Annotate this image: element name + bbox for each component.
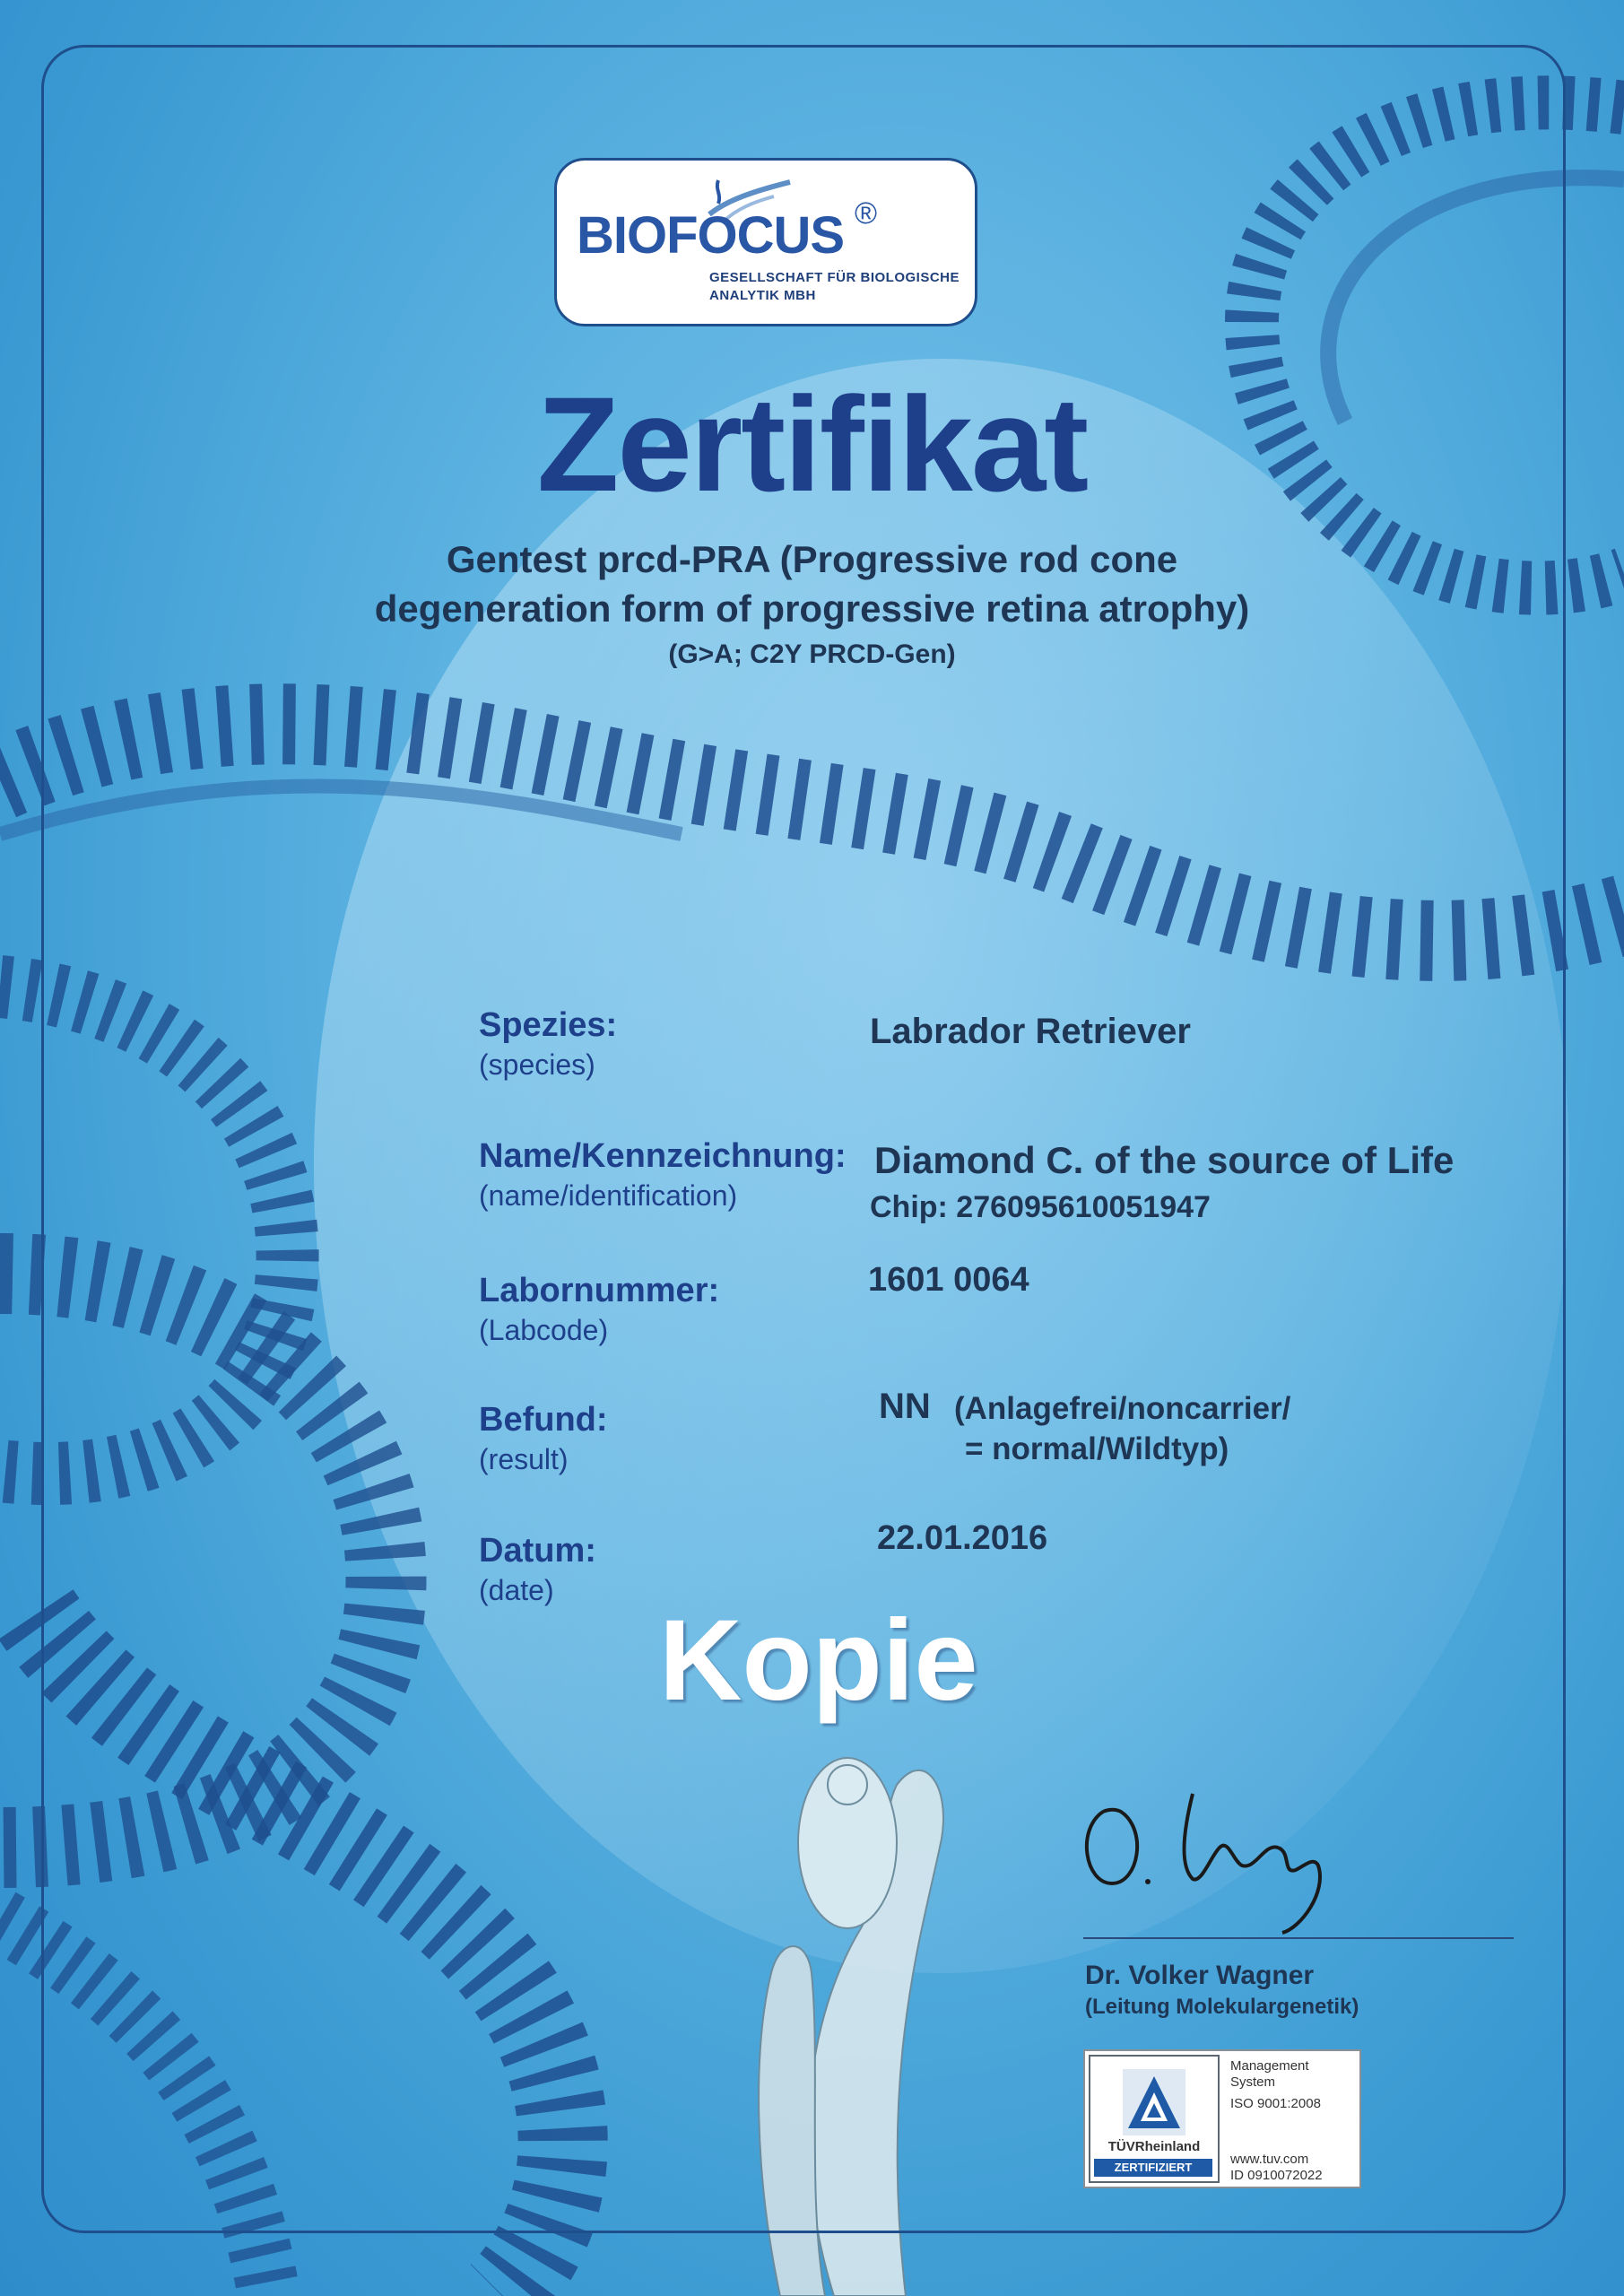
logo-tagline-line1: GESELLSCHAFT FÜR BIOLOGISCHE (709, 270, 960, 285)
test-mutation: (G>A; C2Y PRCD-Gen) (668, 639, 956, 669)
copy-stamp: Kopie (659, 1596, 978, 1725)
tuv-url: www.tuv.com (1230, 2152, 1309, 2167)
result-description-line2: = normal/Wildtyp) (965, 1431, 1229, 1466)
labcode-value: 1601 0064 (868, 1261, 1029, 1299)
signatory-name: Dr. Volker Wagner (1085, 1961, 1315, 1990)
labcode-label-de: Labornummer: (479, 1272, 720, 1309)
signatory-role: (Leitung Molekulargenetik) (1085, 1995, 1359, 2019)
labcode-label-en: (Labcode) (479, 1314, 609, 1346)
date-label (479, 1532, 596, 1607)
species-label (479, 1006, 617, 1082)
tuv-id: ID 0910072022 (1230, 2168, 1323, 2183)
registered-mark: ® (855, 196, 878, 230)
tuv-system-line1: Management (1230, 2058, 1309, 2074)
result-label-de: Befund: (479, 1401, 608, 1439)
result-code: NN (879, 1387, 931, 1426)
tuv-triangle-icon (1123, 2069, 1185, 2135)
result-label (479, 1401, 608, 1476)
tuv-logo-panel (1089, 2055, 1220, 2183)
signature-line (1083, 1937, 1514, 1939)
tuv-certified-label: ZERTIFIZIERT (1094, 2159, 1212, 2177)
tuv-standard: ISO 9001:2008 (1230, 2096, 1321, 2111)
chip-number: Chip: 276095610051947 (870, 1190, 1211, 1224)
biofocus-logo (554, 158, 977, 326)
labcode-label (479, 1272, 719, 1347)
name-label-de: Name/Kennzeichnung: (479, 1137, 847, 1175)
result-label-en: (result) (479, 1443, 569, 1475)
tuv-brand: TÜVRheinland (1107, 2139, 1201, 2154)
dog-name-value: Diamond C. of the source of Life (874, 1139, 1455, 1181)
species-label-de: Spezies: (479, 1006, 618, 1044)
tuv-system-line2: System (1230, 2074, 1276, 2090)
logo-wordmark: BIOFOCUS (577, 206, 845, 265)
result-description-line1: (Anlagefrei/noncarrier/ (954, 1391, 1291, 1426)
tuv-certification-badge (1083, 2049, 1361, 2188)
name-label (479, 1137, 847, 1213)
certificate-title: Zertifikat (536, 369, 1088, 519)
logo-tagline-line2: ANALYTIK MBH (709, 288, 816, 303)
test-name-line2: degeneration form of progressive retina atrophy) (374, 587, 1250, 630)
species-label-en: (species) (479, 1048, 595, 1081)
date-label-de: Datum: (479, 1532, 596, 1570)
handwritten-signature (1076, 1776, 1372, 1937)
test-name-line1: Gentest prcd-PRA (Progressive rod cone (446, 538, 1178, 580)
name-label-en: (name/identification) (479, 1179, 738, 1212)
species-value: Labrador Retriever (870, 1012, 1191, 1051)
date-label-en: (date) (479, 1574, 554, 1606)
date-value: 22.01.2016 (877, 1519, 1048, 1557)
